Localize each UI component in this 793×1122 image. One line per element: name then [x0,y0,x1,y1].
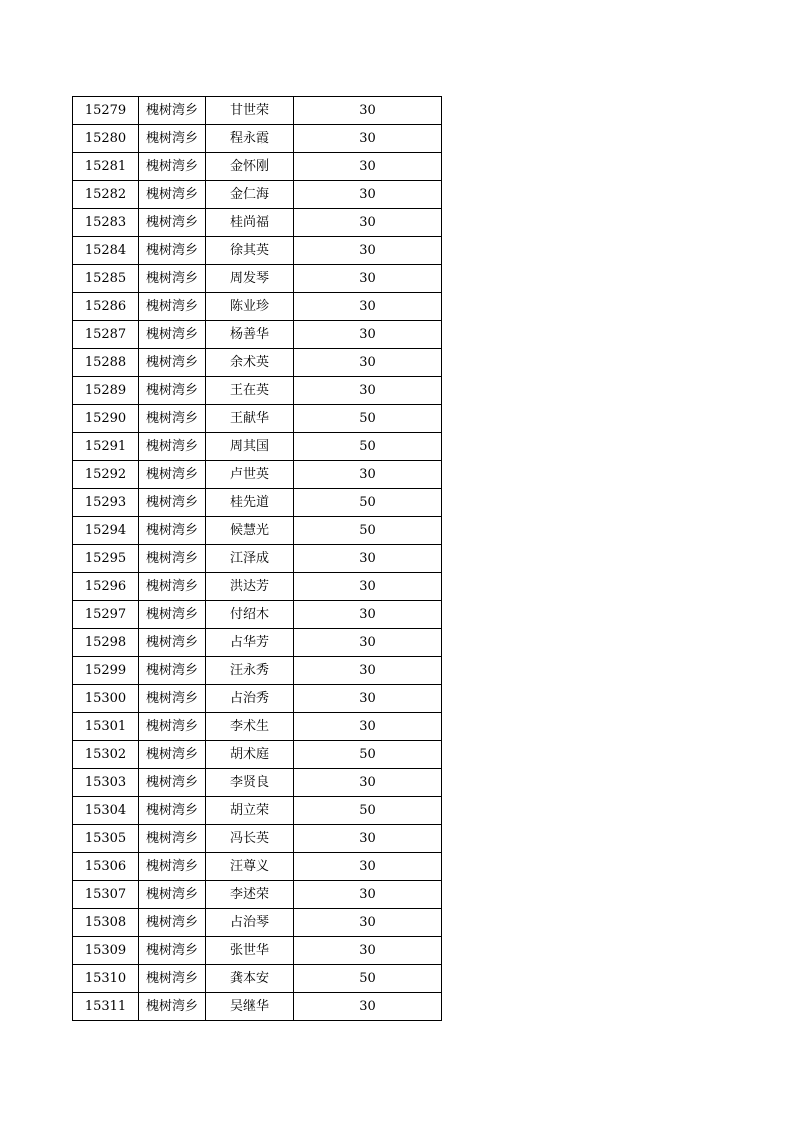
table-row [73,629,442,657]
amount-cell: 30 [294,97,442,125]
row-number-cell: 15291 [73,433,139,461]
row-number-cell: 15302 [73,741,139,769]
person-name-cell: 李贤良 [206,769,294,797]
amount-cell: 30 [294,629,442,657]
person-name-cell: 桂尚福 [206,209,294,237]
row-number-cell: 15293 [73,489,139,517]
township-cell: 槐树湾乡 [139,237,206,265]
township-cell: 槐树湾乡 [139,349,206,377]
township-cell: 槐树湾乡 [139,769,206,797]
person-name-cell: 李术生 [206,713,294,741]
amount-cell: 50 [294,517,442,545]
row-number-cell: 15299 [73,657,139,685]
township-cell: 槐树湾乡 [139,489,206,517]
row-number-cell: 15279 [73,97,139,125]
person-name-cell: 李述荣 [206,881,294,909]
row-number-cell: 15308 [73,909,139,937]
township-cell: 槐树湾乡 [139,545,206,573]
table-row [73,881,442,909]
person-name-cell: 王献华 [206,405,294,433]
township-cell: 槐树湾乡 [139,825,206,853]
table-row [73,377,442,405]
township-cell: 槐树湾乡 [139,125,206,153]
row-number-cell: 15305 [73,825,139,853]
township-cell: 槐树湾乡 [139,321,206,349]
township-cell: 槐树湾乡 [139,965,206,993]
table-row [73,181,442,209]
township-cell: 槐树湾乡 [139,405,206,433]
township-cell: 槐树湾乡 [139,573,206,601]
person-name-cell: 汪永秀 [206,657,294,685]
table-row [73,853,442,881]
row-number-cell: 15282 [73,181,139,209]
table-row [73,909,442,937]
person-name-cell: 江泽成 [206,545,294,573]
person-name-cell: 卢世英 [206,461,294,489]
township-cell: 槐树湾乡 [139,461,206,489]
person-name-cell: 陈业珍 [206,293,294,321]
amount-cell: 30 [294,993,442,1021]
person-name-cell: 汪尊义 [206,853,294,881]
person-name-cell: 张世华 [206,937,294,965]
person-name-cell: 候慧光 [206,517,294,545]
table-row [73,797,442,825]
township-cell: 槐树湾乡 [139,797,206,825]
table-row [73,237,442,265]
table-row [73,153,442,181]
table-row [73,489,442,517]
row-number-cell: 15296 [73,573,139,601]
table-row [73,461,442,489]
amount-cell: 30 [294,293,442,321]
row-number-cell: 15292 [73,461,139,489]
table-row [73,433,442,461]
person-name-cell: 占治琴 [206,909,294,937]
row-number-cell: 15311 [73,993,139,1021]
township-cell: 槐树湾乡 [139,993,206,1021]
row-number-cell: 15310 [73,965,139,993]
table-row [73,937,442,965]
row-number-cell: 15297 [73,601,139,629]
amount-cell: 30 [294,573,442,601]
person-name-cell: 冯长英 [206,825,294,853]
township-cell: 槐树湾乡 [139,881,206,909]
row-number-cell: 15303 [73,769,139,797]
person-name-cell: 洪达芳 [206,573,294,601]
table-row [73,993,442,1021]
row-number-cell: 15298 [73,629,139,657]
township-cell: 槐树湾乡 [139,601,206,629]
township-cell: 槐树湾乡 [139,517,206,545]
person-name-cell: 金仁海 [206,181,294,209]
row-number-cell: 15280 [73,125,139,153]
row-number-cell: 15307 [73,881,139,909]
amount-cell: 50 [294,741,442,769]
table-row [73,349,442,377]
table-row [73,685,442,713]
table-row [73,265,442,293]
amount-cell: 30 [294,237,442,265]
person-name-cell: 周其国 [206,433,294,461]
amount-cell: 30 [294,853,442,881]
township-cell: 槐树湾乡 [139,657,206,685]
amount-cell: 30 [294,377,442,405]
amount-cell: 50 [294,797,442,825]
person-name-cell: 龚本安 [206,965,294,993]
table-row [73,713,442,741]
row-number-cell: 15287 [73,321,139,349]
person-name-cell: 王在英 [206,377,294,405]
amount-cell: 50 [294,965,442,993]
amount-cell: 30 [294,545,442,573]
township-cell: 槐树湾乡 [139,713,206,741]
amount-cell: 30 [294,321,442,349]
person-name-cell: 甘世荣 [206,97,294,125]
table-row [73,97,442,125]
amount-cell: 50 [294,433,442,461]
row-number-cell: 15285 [73,265,139,293]
person-name-cell: 付绍木 [206,601,294,629]
township-cell: 槐树湾乡 [139,97,206,125]
person-name-cell: 程永霞 [206,125,294,153]
amount-cell: 30 [294,209,442,237]
row-number-cell: 15294 [73,517,139,545]
row-number-cell: 15286 [73,293,139,321]
township-cell: 槐树湾乡 [139,685,206,713]
township-cell: 槐树湾乡 [139,377,206,405]
table-row [73,573,442,601]
amount-cell: 30 [294,713,442,741]
table-row [73,405,442,433]
table-row [73,769,442,797]
amount-cell: 30 [294,349,442,377]
row-number-cell: 15284 [73,237,139,265]
table-row [73,125,442,153]
township-cell: 槐树湾乡 [139,629,206,657]
township-cell: 槐树湾乡 [139,153,206,181]
data-table [72,96,442,1021]
row-number-cell: 15281 [73,153,139,181]
table-row [73,601,442,629]
table-row [73,965,442,993]
row-number-cell: 15300 [73,685,139,713]
table-row [73,517,442,545]
person-name-cell: 桂先道 [206,489,294,517]
township-cell: 槐树湾乡 [139,265,206,293]
amount-cell: 30 [294,685,442,713]
person-name-cell: 胡术庭 [206,741,294,769]
amount-cell: 30 [294,937,442,965]
amount-cell: 30 [294,769,442,797]
table-row [73,293,442,321]
person-name-cell: 余术英 [206,349,294,377]
person-name-cell: 吴继华 [206,993,294,1021]
township-cell: 槐树湾乡 [139,853,206,881]
row-number-cell: 15309 [73,937,139,965]
amount-cell: 50 [294,405,442,433]
amount-cell: 30 [294,601,442,629]
table-row [73,545,442,573]
amount-cell: 30 [294,125,442,153]
row-number-cell: 15295 [73,545,139,573]
amount-cell: 30 [294,657,442,685]
amount-cell: 30 [294,265,442,293]
row-number-cell: 15283 [73,209,139,237]
amount-cell: 30 [294,153,442,181]
table-row [73,657,442,685]
table-row [73,741,442,769]
table-body [73,97,442,1021]
person-name-cell: 周发琴 [206,265,294,293]
person-name-cell: 占治秀 [206,685,294,713]
amount-cell: 30 [294,881,442,909]
table-row [73,321,442,349]
row-number-cell: 15306 [73,853,139,881]
township-cell: 槐树湾乡 [139,741,206,769]
amount-cell: 30 [294,909,442,937]
person-name-cell: 金怀刚 [206,153,294,181]
amount-cell: 50 [294,489,442,517]
person-name-cell: 占华芳 [206,629,294,657]
amount-cell: 30 [294,181,442,209]
township-cell: 槐树湾乡 [139,433,206,461]
township-cell: 槐树湾乡 [139,181,206,209]
township-cell: 槐树湾乡 [139,937,206,965]
row-number-cell: 15301 [73,713,139,741]
township-cell: 槐树湾乡 [139,909,206,937]
township-cell: 槐树湾乡 [139,209,206,237]
row-number-cell: 15288 [73,349,139,377]
table-row [73,825,442,853]
person-name-cell: 徐其英 [206,237,294,265]
row-number-cell: 15289 [73,377,139,405]
person-name-cell: 胡立荣 [206,797,294,825]
row-number-cell: 15290 [73,405,139,433]
amount-cell: 30 [294,825,442,853]
table-row [73,209,442,237]
row-number-cell: 15304 [73,797,139,825]
amount-cell: 30 [294,461,442,489]
township-cell: 槐树湾乡 [139,293,206,321]
person-name-cell: 杨善华 [206,321,294,349]
